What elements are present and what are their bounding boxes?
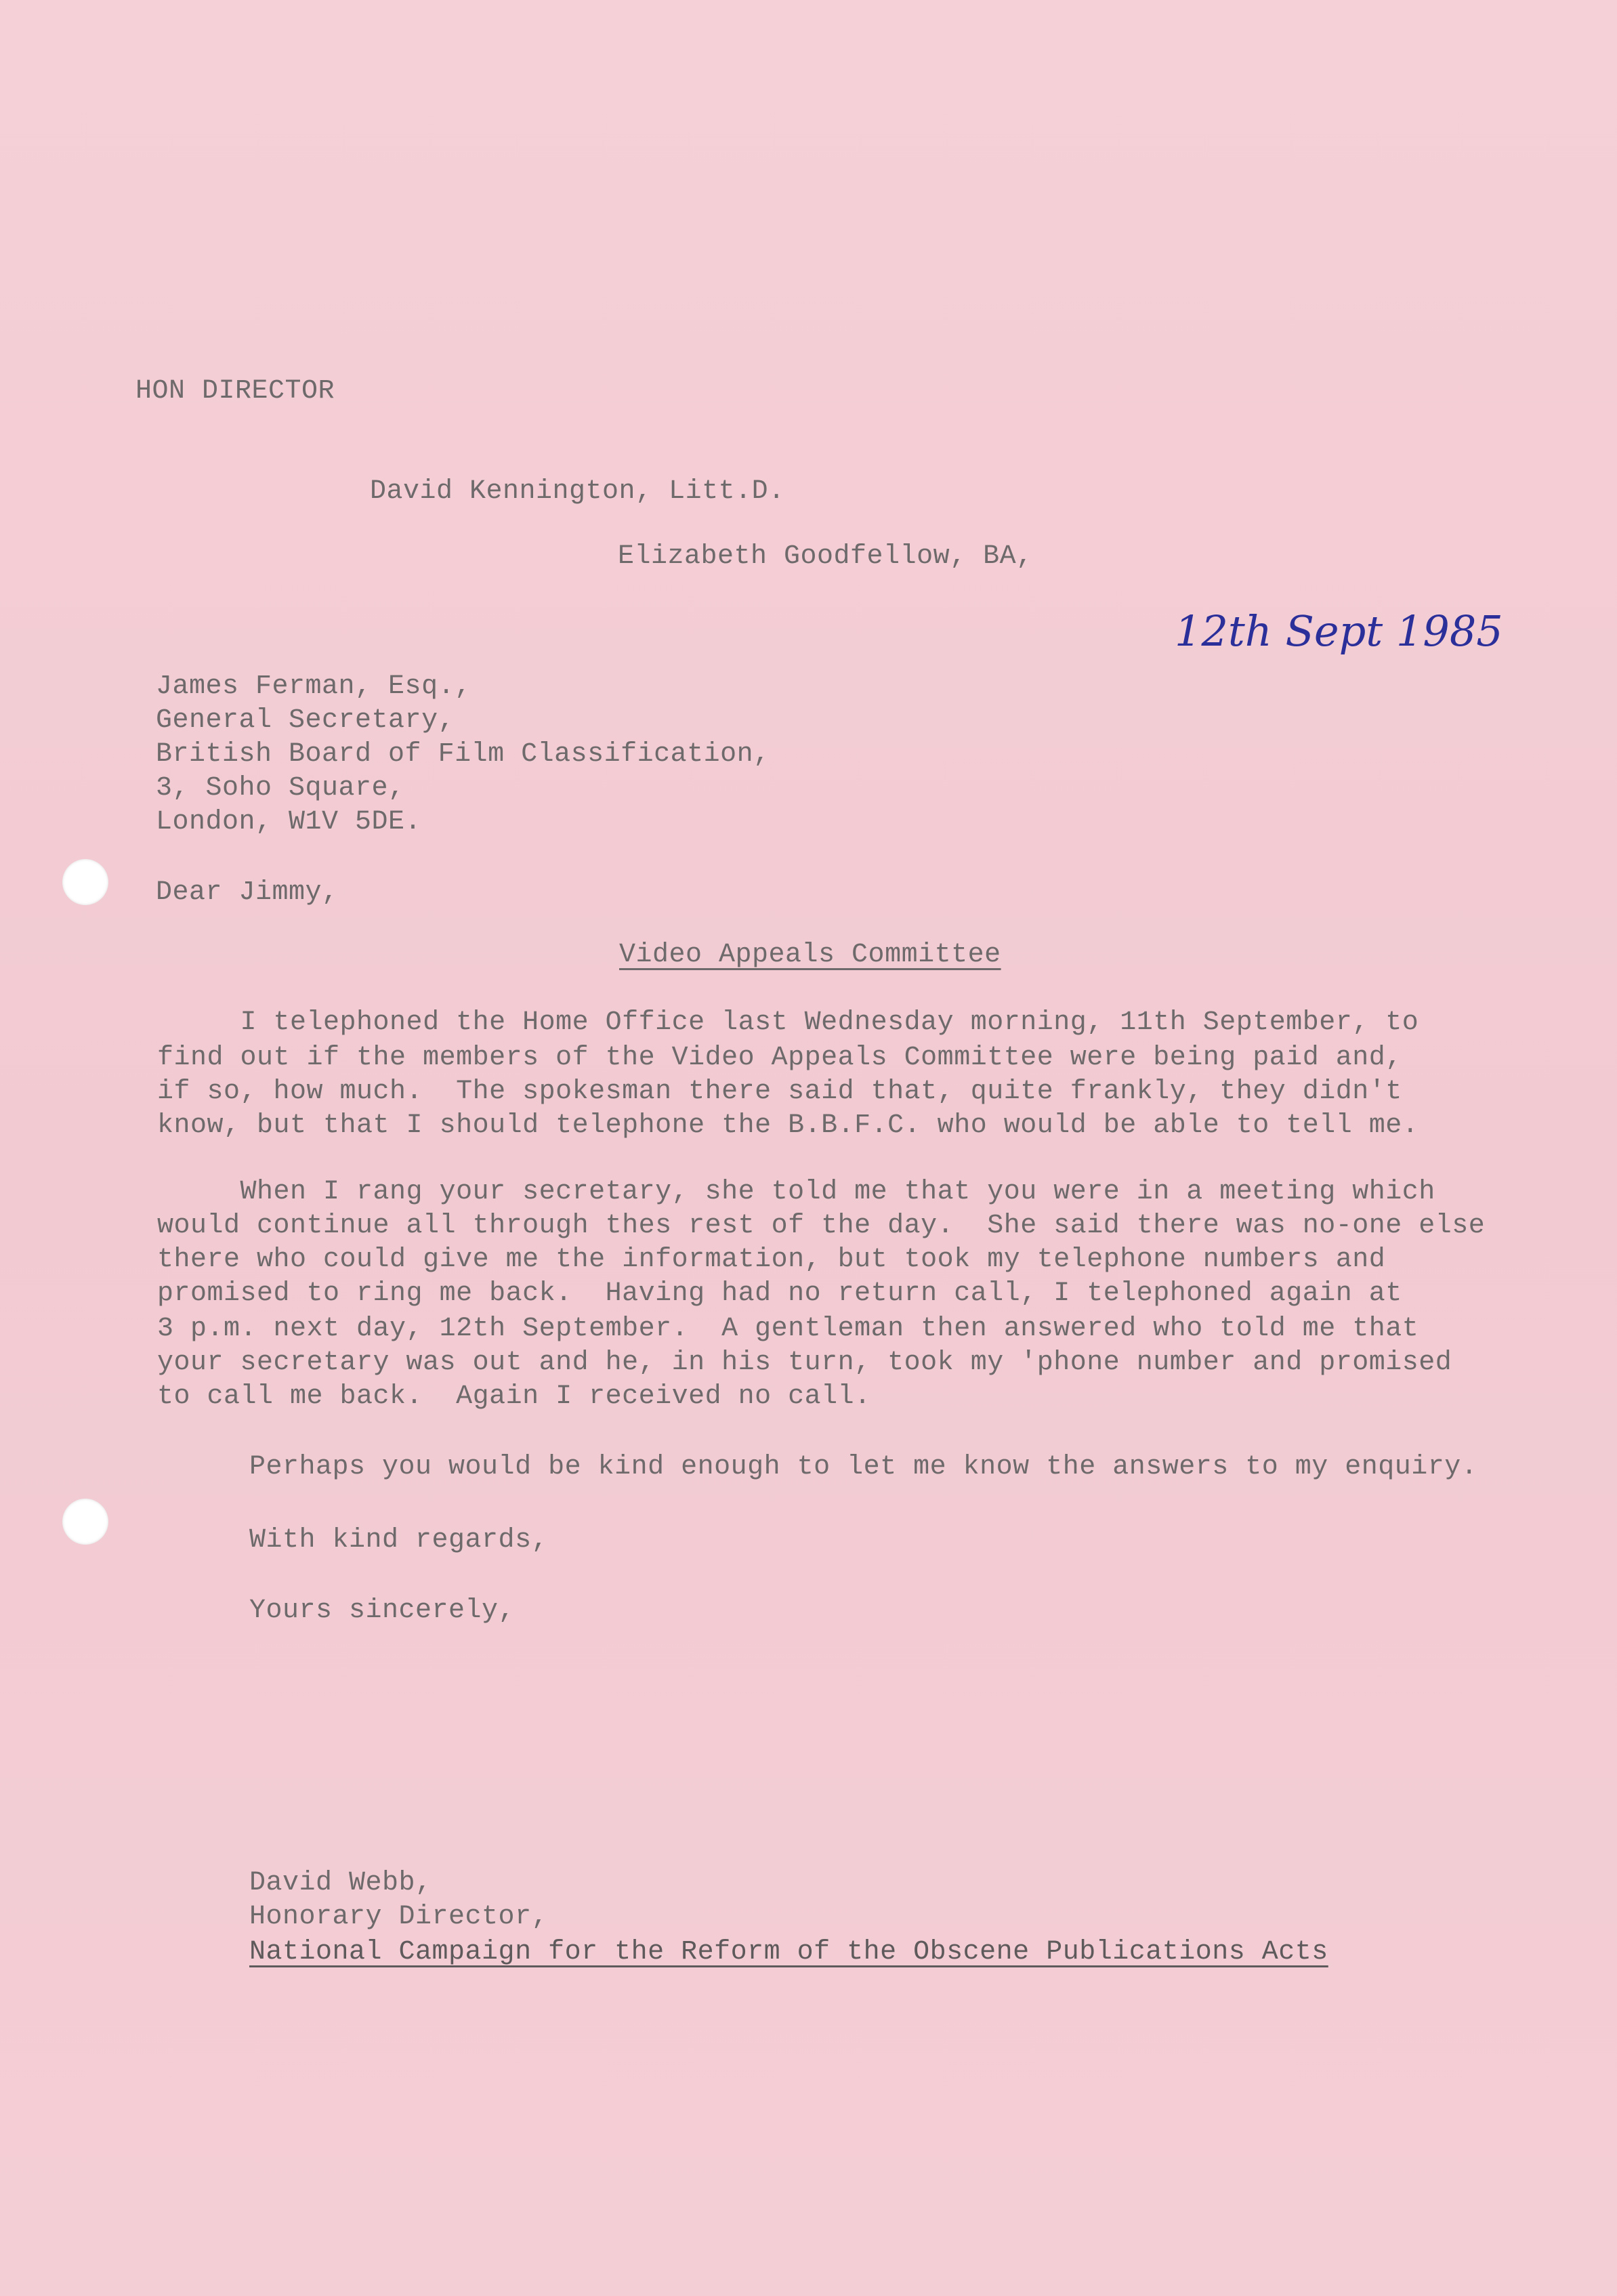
handwritten-date (1172, 593, 1503, 667)
recipient-line-3: British Board of Film Classification, (156, 739, 770, 770)
paragraph-2-line: promised to ring me back. Having had no return call, I telephoned again at (157, 1278, 1402, 1309)
signature-name: David Webb, (249, 1868, 432, 1898)
recipient-line-5: London, W1V 5DE. (156, 807, 422, 837)
paragraph-1-line: I telephoned the Home Office last Wednesday morning, 11th September, to (157, 1007, 1419, 1038)
paragraph-1-line: know, but that I should telephone the B.B.F.C. who would be able to tell me. (157, 1110, 1419, 1141)
paragraph-2-line: your secretary was out and he, in his turn, took my 'phone number and promised (157, 1348, 1452, 1378)
signature-title: Honorary Director, (249, 1902, 549, 1932)
punch-hole-bottom (62, 1499, 108, 1545)
recipient-line-4: 3, Soho Square, (156, 773, 405, 803)
header-role: HON DIRECTOR (135, 376, 335, 406)
paragraph-1-line: find out if the members of the Video Appeals Committee were being paid and, (157, 1043, 1402, 1073)
header-name-1: David Kennington, Litt.D. (370, 476, 785, 507)
paragraph-2-line: to call me back. Again I received no call. (157, 1381, 871, 1412)
handwritten-date-text: 12th Sept 1985 (1175, 606, 1503, 656)
recipient-line-1: James Ferman, Esq., (156, 671, 471, 702)
punch-hole-top (62, 859, 108, 905)
paragraph-2-line: would continue all through thes rest of the day. She said there was no-one else (157, 1211, 1486, 1241)
salutation: Dear Jimmy, (156, 877, 339, 908)
subject-heading: Video Appeals Committee (619, 940, 1001, 970)
closing-sincerely: Yours sincerely, (249, 1595, 516, 1626)
paragraph-2-line: there who could give me the information, but took my telephone numbers and (157, 1245, 1386, 1275)
paragraph-2-line: 3 p.m. next day, 12th September. A gentleman then answered who told me that (157, 1314, 1419, 1344)
paragraph-1-line: if so, how much. The spokesman there said that, quite frankly, they didn't (157, 1077, 1402, 1107)
signature-organisation: National Campaign for the Reform of the Obscene Publications Acts (249, 1937, 1328, 1967)
closing-regards: With kind regards, (249, 1525, 549, 1556)
recipient-line-2: General Secretary, (156, 705, 455, 736)
paragraph-3: Perhaps you would be kind enough to let me know the answers to my enquiry. (249, 1452, 1478, 1482)
header-name-2: Elizabeth Goodfellow, BA, (618, 541, 1033, 572)
paragraph-2-line: When I rang your secretary, she told me that you were in a meeting which (157, 1177, 1435, 1207)
